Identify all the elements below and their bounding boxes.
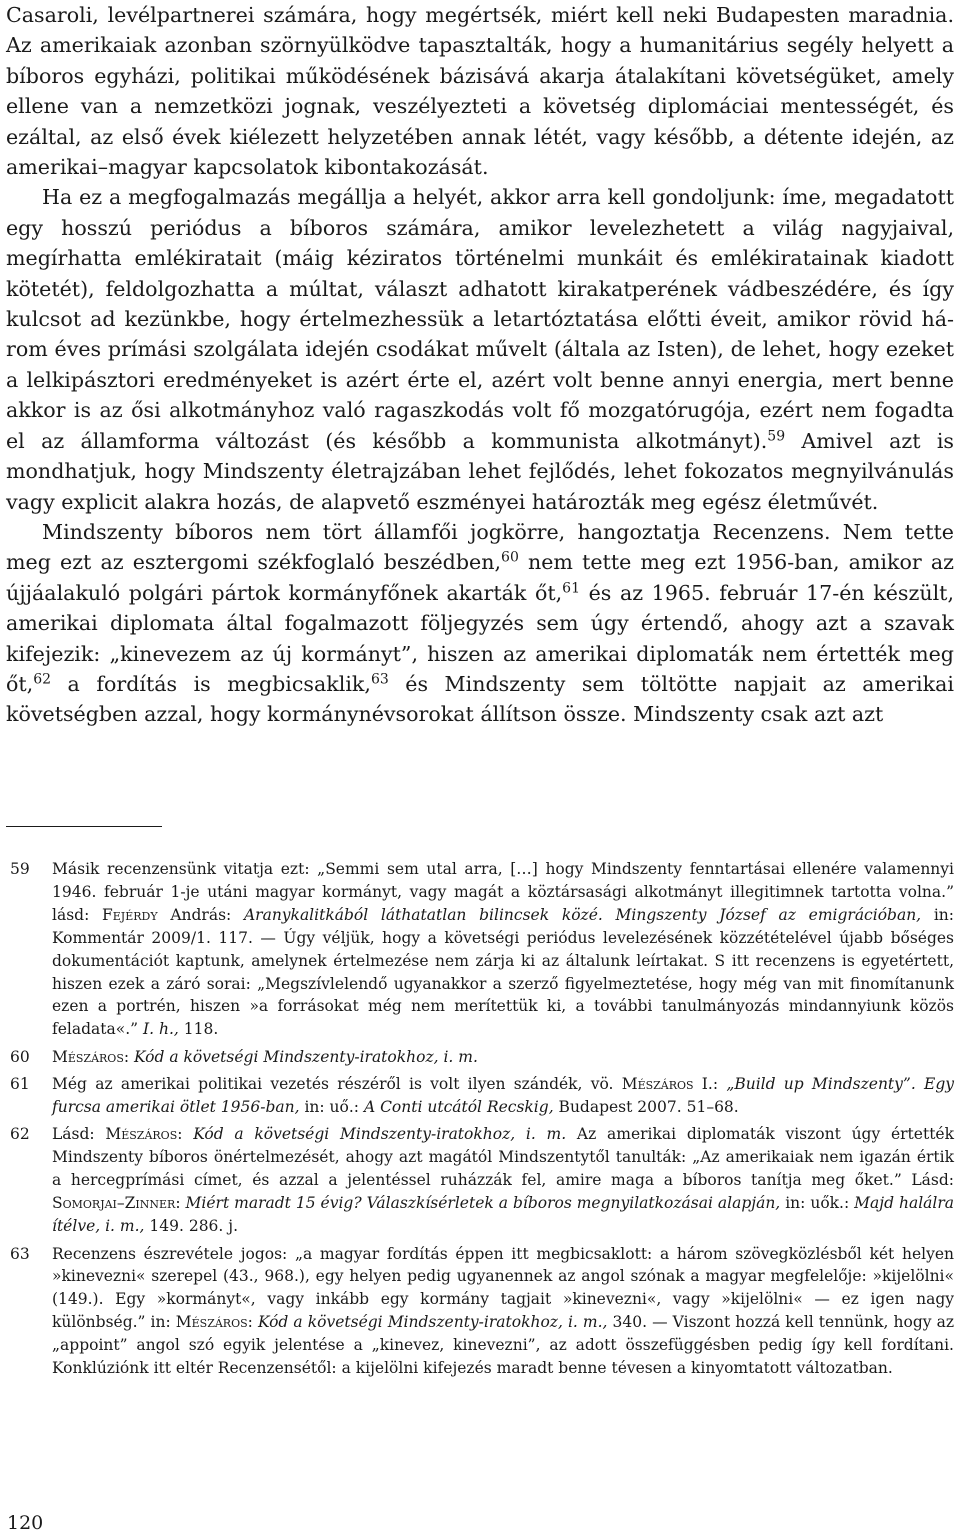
footnote (6, 1123, 954, 1238)
text-run: : (123, 1047, 135, 1066)
italic-text: „Build up Mindszenty”. Egy furcsa amerikai ötlet 1956-ban, (52, 1075, 955, 1117)
text-run: Mindszenty bíboros nem tört államfői jogkörre, hangoztatja Recenzens. Nem tette meg ezt az esztergomi székfoglaló beszédben, (6, 519, 954, 575)
text-run: Az amerikai diplomaták viszont úgy értették Mindszenty bíboros önértelmezését, ahogy azt magától Mindszentytől tanulták: „Az amerikaiak nem igazán értik a hercegprímási címet, és azzal a jelentéssel ruházzák fel, amire maga a bíboros tanítja meg őket.” Lásd: (52, 1125, 954, 1190)
italic-text: A Conti utcától Recskig, (363, 1098, 554, 1117)
footnote-reference: 62 (33, 671, 52, 688)
text-run: Budapest 2007. 51–68. (553, 1098, 739, 1117)
text-run: Ha ez a megfogalmazás megállja a helyét, akkor arra kell gondoljunk: íme, megadatott egy hosszú periódus a bíboros számára, amikor levelezhetett a világ nagyjaival, megírhatta emlékiratait (máig kéziratos történelmi munkáit és emlékiratainak kiadott kötetét), feldolgozhatta a múltat, választ adhatott kirakatperének vádbeszédére, és így kulcsot ad kezünkbe, hogy értelmezhessük a letartóztatása előtti éveit, amikor rövid három éves prímási szolgálata idején csodákat művelt (általa az Isten), de lehet, hogy ezeket a lelkipásztori eredményeket is azért érte el, azért volt benne annyi energia, mert benne akkor is az ősi alkotmányhoz való ragaszkodás volt fő mozgatórugója, ezért nem fogadta el az államforma változást (és később a kommunista alkotmányt). (6, 185, 954, 453)
footnote (6, 858, 954, 1041)
footnote-number: 60 (10, 1047, 30, 1066)
text-run: : (247, 1313, 258, 1332)
text-run: 340. — Viszont hozzá kell tennünk, hogy az „appoint” angol szó egyik jelentése a „kinevez, kinevezni”, az adott összefüggésben pedig így kell fordítani. Konklúziónk itt eltér Recenzensétől: a kijelölni kifejezés maradt benne tévesen a kinyomtatott változatban. (52, 1313, 954, 1378)
footnote-reference: 61 (562, 580, 580, 597)
page-number: 120 (7, 1512, 44, 1534)
text-run: in: uők.: (780, 1194, 855, 1213)
italic-text: Kód a követségi Mindszenty-iratokhoz, i. m. (134, 1047, 478, 1066)
text-run: I.: (693, 1075, 727, 1094)
text-run: és Mindszenty sem töltötte napjait az amerikai követségben azzal, hogy kormánynévsorokat állítson össze. Mindszenty csak azt azt (6, 671, 954, 727)
author-name: Mészáros (105, 1125, 178, 1144)
footnote (6, 1073, 954, 1119)
author-name: Somorjai–Zinner (52, 1194, 176, 1213)
text-run: nem tette meg ezt 1956-ban, amikor az újjáalakuló polgári pártok kormányfőnek akarták őt, (6, 550, 954, 605)
italic-text: Kód a követségi Mindszenty-iratokhoz, i. m., (257, 1313, 608, 1332)
footnote-reference: 60 (501, 549, 519, 566)
text-run: Recenzens észrevétele jogos: „a magyar fordítás éppen itt megbicsaklott: a három szövegközlésből két helyen »kinevezni« szerepel (43., 968.), egy helyen pedig ugyanennek az angol szónak a magyar megfelelője: »kijelölni« (149.). Egy »kormányt«, vagy inkább egy kormány tagjait »kinevezni«, vagy »kijelölni« — ez igen nagy különbség.” in: (52, 1244, 954, 1332)
text-run: Még az amerikai politikai vezetés részéről is volt ilyen szándék, vö. (52, 1075, 622, 1094)
text-run: Casaroli, levélpartnerei számára, hogy megértsék, miért kell neki Budapesten maradnia. Az amerikaiak azonban szörnyülködve tapasztalták, hogy a humanitárius segély helyett a bíboros egyházi, politikai működésének bázisává akarja átalakítani követségüket, amely ellene van a nemzetközi jognak, veszélyezteti a követség diplomáciai mentességét, és ezáltal, az első évek kiélezett helyzetében annak létét, vagy később, a détente idején, az amerikai–magyar kapcsolatok kibontakozását. (6, 3, 954, 180)
text-run: : (175, 1194, 186, 1213)
text-run: in: Kommentár 2009/1. 117. — Úgy véljük, hogy a követségi periódus levelezésének közzétételével újabb bőséges dokumentációt kaptunk, amelynek értelmezése nem zárja ki az általunk leírtakat. S itt recenzens is egyetértett, hiszen ezek a záró sorai: „Megszívlelendő ugyanakkor a szerző figyelmeztetése, hogy még van mit finomítanunk ezen a portrén, hiszen »a forrásokat még nem merítettük ki, a további tanulmányozás mindannyiunk közös feladata«.” (52, 905, 954, 1039)
text-run: : (177, 1125, 194, 1144)
paragraph (6, 517, 954, 730)
footnote (6, 1046, 954, 1069)
text-run: 149. 286. j. (144, 1217, 239, 1236)
author-name: Fejérdy (102, 905, 158, 924)
footnote-separator (6, 826, 162, 827)
footnotes (6, 858, 954, 1384)
author-name: Mészáros (621, 1075, 694, 1094)
main-text (6, 0, 954, 730)
text-run: 118. (178, 1020, 219, 1039)
italic-text: I. h., (143, 1020, 179, 1039)
italic-text: Kód a követségi Mindszenty-iratokhoz, i. m. (193, 1125, 567, 1144)
text-run: Amivel azt is mondhatjuk, hogy Mindszenty életrajzában lehet fejlődés, lehet fokozatos megnyilvánulás vagy explicit alakra hozás, de alapvető eszményei határozták meg egész életművét. (6, 428, 954, 514)
author-name: Mészáros (175, 1313, 248, 1332)
footnote-reference: 59 (767, 428, 786, 444)
italic-text: Aranykalitkából láthatatlan bilincsek közé. Mingszenty József az emigrációban, (243, 905, 922, 924)
text-run: és az 1965. február 17-én készült, amerikai diplomata által fogalmazott följegyzés sem úgy értendő, ahogy azt a szavak kifejezik: „kinevezem az új kormányt”, hiszen az amerikai diplomaták nem értették meg őt, (6, 580, 954, 696)
text-run: a fordítás is megbicsaklik, (51, 671, 371, 696)
footnote (6, 1243, 954, 1380)
text-run: Másik recenzensünk vitatja ezt: „Semmi sem utal arra, […] hogy Mindszenty fenntartásai ellenére valamennyi 1946. február 1-je utáni magyar kormányt, vagy magát a köztársasági alkotmányt illegitimnek tartotta volna.” lásd: (52, 860, 954, 924)
paragraph (6, 182, 954, 516)
footnote-reference: 63 (370, 671, 389, 688)
text-run: Lásd: (52, 1125, 106, 1144)
text-run: András: (157, 905, 244, 924)
italic-text: Majd halálra ítélve, i. m., (52, 1194, 954, 1236)
paragraph (6, 0, 954, 182)
text-run: in: uő.: (299, 1098, 364, 1117)
italic-text: Miért maradt 15 évig? Válaszkísérletek a bíboros megnyilatkozásai alapján, (185, 1194, 781, 1213)
footnote-number: 63 (10, 1244, 30, 1263)
footnote-number: 59 (10, 860, 30, 878)
footnote-number: 62 (10, 1125, 30, 1144)
footnote-number: 61 (10, 1075, 30, 1094)
author-name: Mészáros (52, 1047, 124, 1066)
